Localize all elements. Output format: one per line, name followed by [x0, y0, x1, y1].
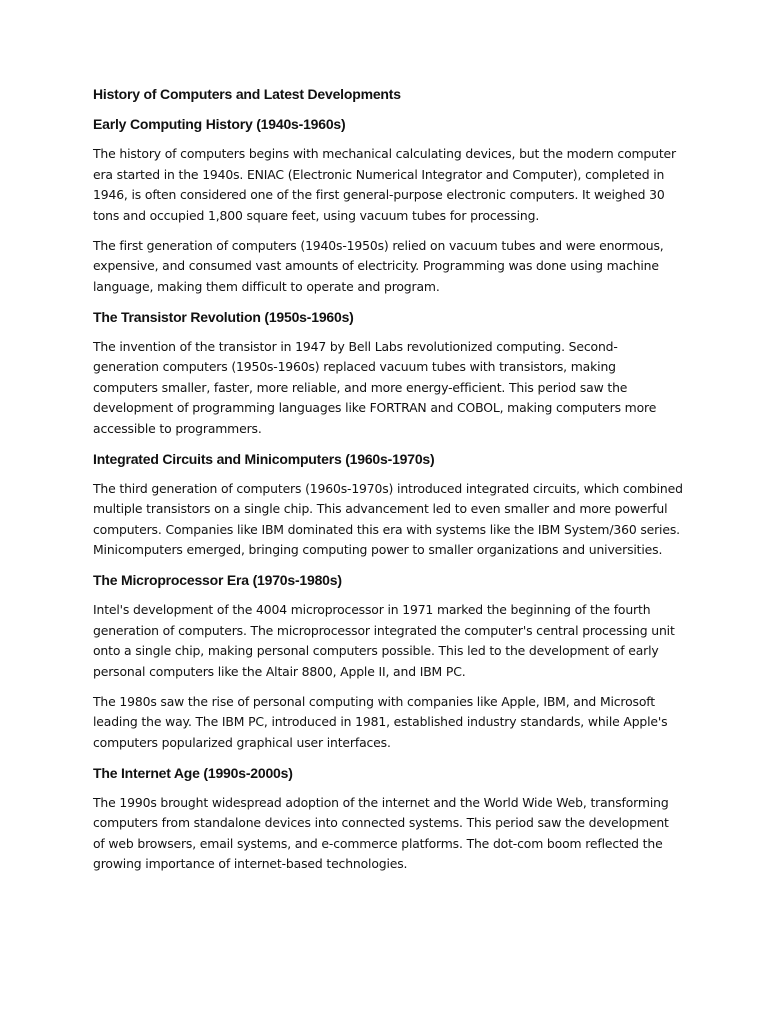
- document-page: [93, 84, 683, 884]
- paragraph-internet-age-1: The 1990s brought widespread adoption of the internet and the World Wide Web, transforming computers from standalone devices into connected systems. This period saw the development of web browsers, email systems, and e-commerce platforms. The dot-com boom reflected the growing importance of internet-based technologies.: [93, 794, 669, 871]
- section-heading-internet-age: The Internet Age (1990s-2000s): [93, 764, 293, 781]
- paragraph-integrated-circuits-1: The third generation of computers (1960s-1970s) introduced integrated circuits, which combined multiple transistors on a single chip. This advancement led to even smaller and more powerful computers. Companies like IBM dominated this era with systems like the IBM System/360 series. Minicomputers emerged, bringing computing power to smaller organizations and universities.: [93, 480, 683, 557]
- section-heading-transistor-revolution: The Transistor Revolution (1950s-1960s): [93, 308, 354, 325]
- section-heading-early-computing: Early Computing History (1940s-1960s): [93, 116, 346, 132]
- paragraph-microprocessor-era-1: Intel's development of the 4004 microprocessor in 1971 marked the beginning of the fourth generation of computers. The microprocessor integrated the computer's central processing unit onto a single chip, making personal computers possible. This led to the development of early personal computers like the Altair 8800, Apple II, and IBM PC.: [93, 602, 675, 679]
- section-heading-microprocessor-era: The Microprocessor Era (1970s-1980s): [93, 572, 342, 588]
- paragraph-transistor-revolution-1: The invention of the transistor in 1947 by Bell Labs revolutionized computing. Second-generation computers (1950s-1960s) replaced vacuum tubes with transistors, making computers smaller, faster, more reliable, and more energy-efficient. This period saw the development of programming languages like FORTRAN and COBOL, making computers more accessible to programmers.: [93, 338, 657, 436]
- paragraph-microprocessor-era-2: The 1980s saw the rise of personal computing with companies like Apple, IBM, and Microsoft leading the way. The IBM PC, introduced in 1981, established industry standards, while Apple's computers popularized graphical user interfaces.: [93, 693, 668, 750]
- document-title: History of Computers and Latest Developments: [93, 86, 401, 102]
- paragraph-early-computing-2: The first generation of computers (1940s-1950s) relied on vacuum tubes and were enormous, expensive, and consumed vast amounts of electricity. Programming was done using machine language, making them difficult to operate and program.: [93, 237, 664, 294]
- paragraph-early-computing-1: The history of computers begins with mechanical calculating devices, but the modern computer era started in the 1940s. ENIAC (Electronic Numerical Integrator and Computer), completed in 1946, is often considered one of the first general-purpose electronic computers. It weighed 30 tons and occupied 1,800 square feet, using vacuum tubes for processing.: [93, 146, 676, 223]
- section-heading-integrated-circuits: Integrated Circuits and Minicomputers (1960s-1970s): [93, 450, 435, 467]
